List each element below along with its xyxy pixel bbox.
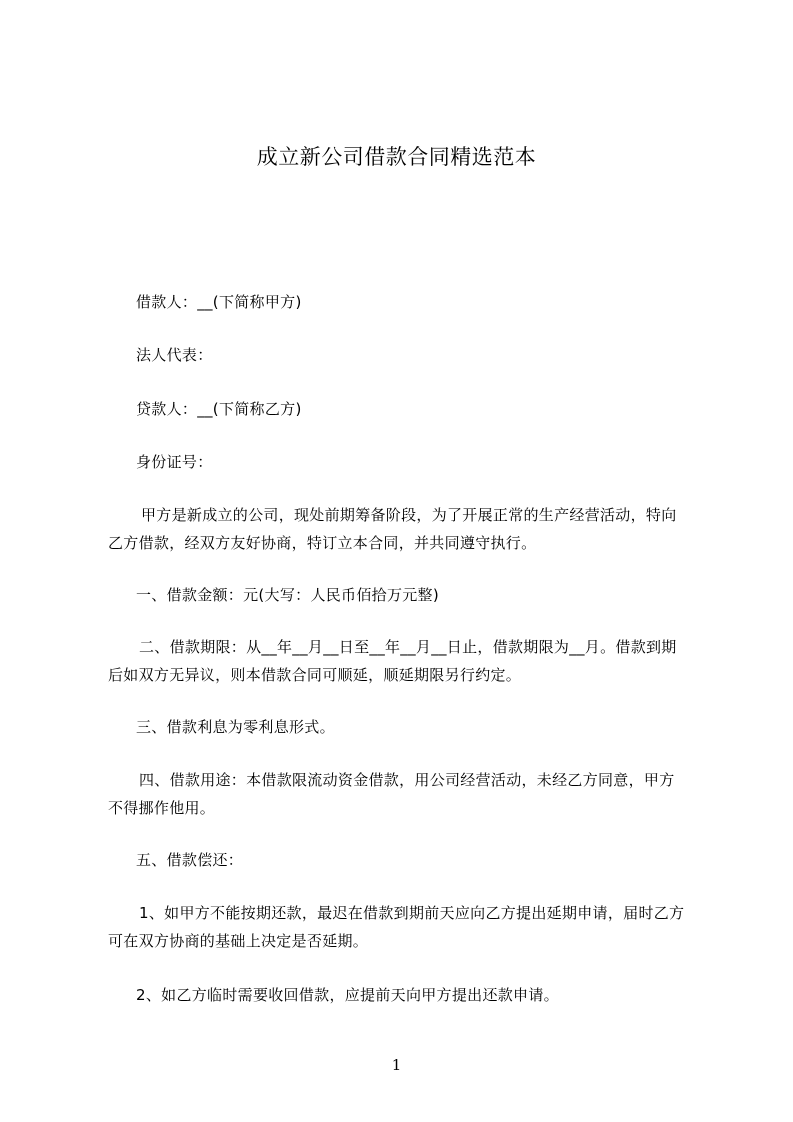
clause-4-line-1: 四、借款用途：本借款限流动资金借款，用公司经营活动，未经乙方同意，甲方	[139, 771, 675, 789]
intro-line-1: 甲方是新成立的公司，现处前期筹备阶段，为了开展正常的生产经营活动，特向	[141, 506, 677, 524]
clause-2-line-1: 二、借款期限：从__年__月__日至__年__月__日止，借款期限为__月。借款到期	[139, 638, 677, 656]
repayment-item-1-line-1: 1、如甲方不能按期还款，最迟在借款到期前天应向乙方提出延期申请，届时乙方	[139, 904, 685, 922]
clause-3-interest: 三、借款利息为零利息形式。	[136, 718, 335, 736]
page-number: 1	[391, 1056, 402, 1074]
document-title: 成立新公司借款合同精选范本	[256, 145, 537, 169]
clause-2-term	[108, 634, 708, 689]
clause-4-line-2: 不得挪作他用。	[108, 798, 216, 817]
clause-2-line-2: 后如双方无异议，则本借款合同可顺延，顺延期限另行约定。	[108, 665, 522, 684]
intro-line-2: 乙方借款，经双方友好协商，特订立本合同，并共同遵守执行。	[108, 533, 537, 552]
lender-line: 贷款人：__(下简称乙方)	[136, 400, 302, 418]
repayment-item-1	[108, 900, 708, 955]
id-number-line: 身份证号：	[136, 453, 213, 471]
repayment-item-2: 2、如乙方临时需要收回借款，应提前天向甲方提出还款申请。	[136, 986, 559, 1004]
repayment-item-1-line-2: 可在双方协商的基础上决定是否延期。	[108, 931, 369, 950]
clause-1-amount: 一、借款金额：元(大写：人民币佰拾万元整)	[136, 586, 440, 604]
clause-5-repayment: 五、借款偿还：	[136, 851, 244, 869]
legal-representative-line: 法人代表：	[136, 346, 213, 364]
intro-paragraph	[108, 502, 708, 557]
borrower-line: 借款人：__(下简称甲方)	[136, 293, 302, 311]
clause-4-purpose	[108, 767, 708, 822]
